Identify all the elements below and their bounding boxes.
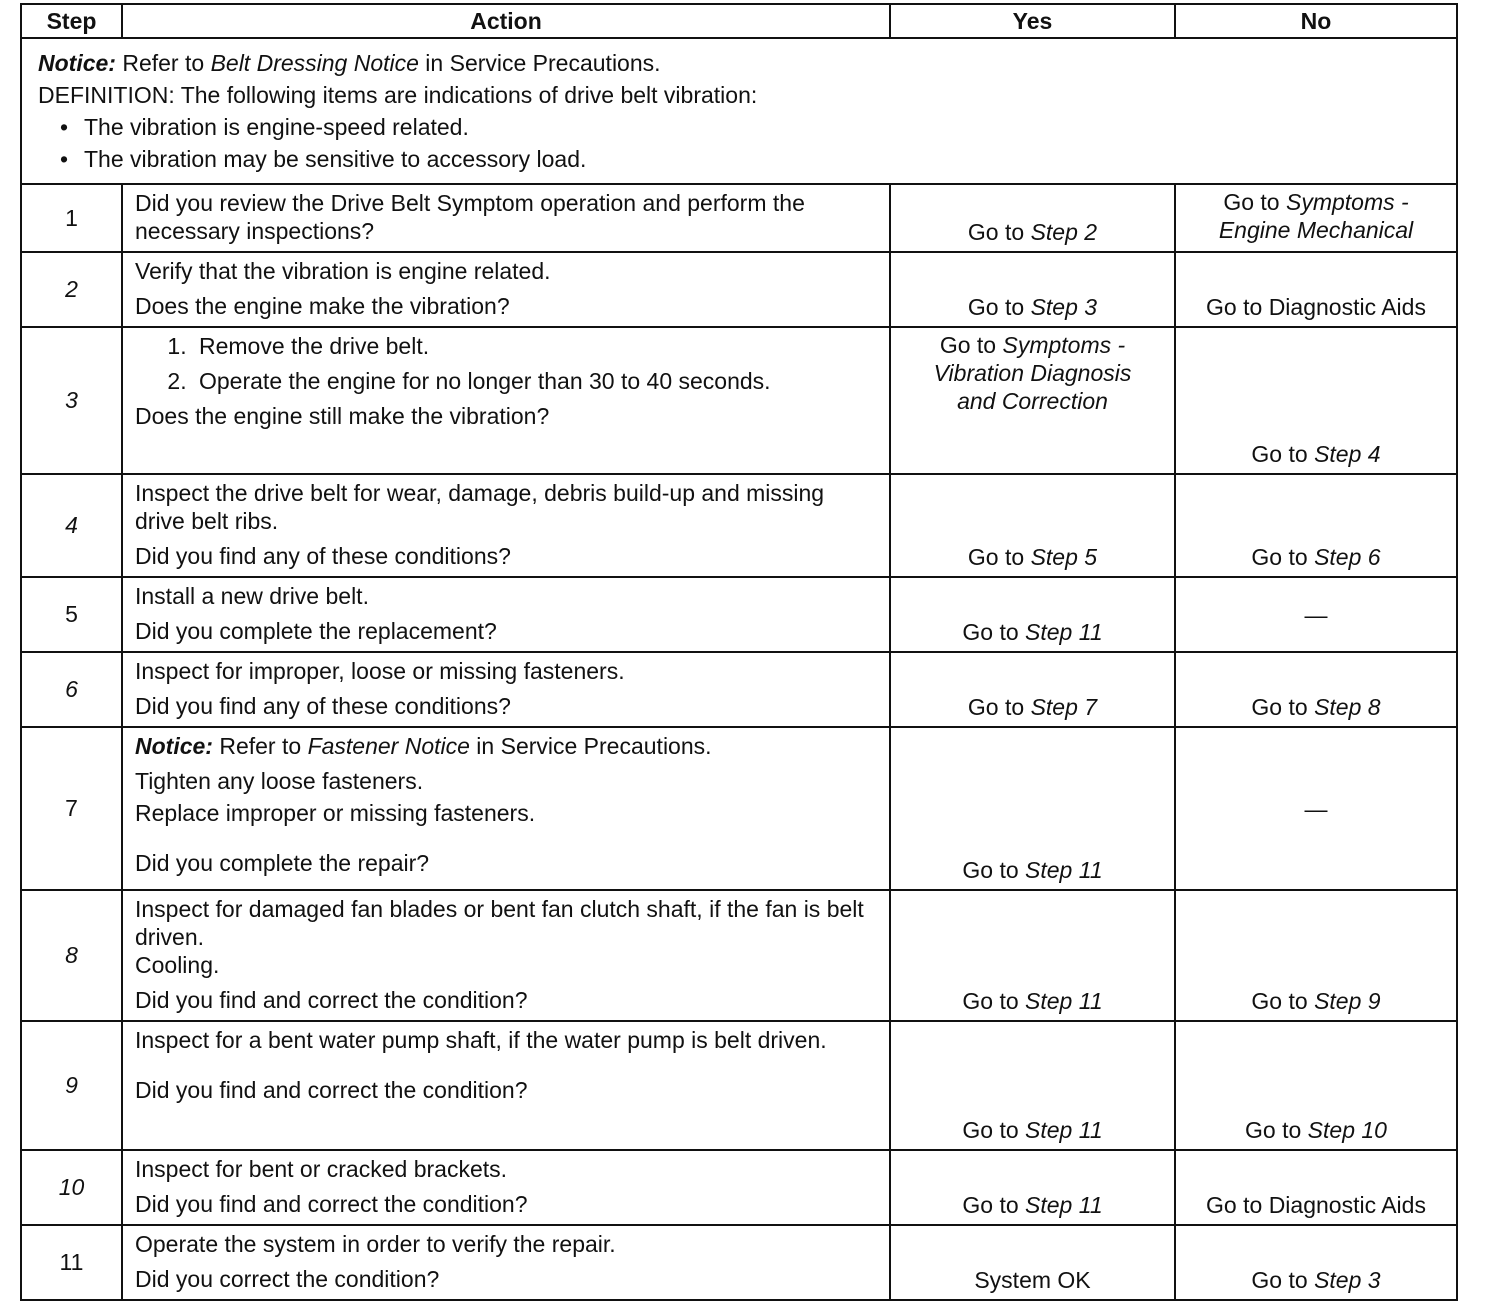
procedure-list [135, 332, 877, 395]
yes-cell [890, 327, 1175, 474]
table-row [21, 474, 1457, 577]
no-ref: Engine Mechanical [1218, 217, 1414, 243]
no-text: Go to [1251, 441, 1315, 467]
yes-step-ref: Step 11 [1025, 988, 1103, 1014]
no-text: Go to Diagnostic Aids [1206, 294, 1426, 320]
header-action: Action [122, 4, 890, 38]
yes-step-ref: Step 7 [1030, 694, 1098, 720]
step-number: 8 [21, 890, 122, 1021]
step-number: 3 [21, 327, 122, 474]
no-cell [1175, 577, 1457, 652]
definition-text: DEFINITION: The following items are indications of drive belt vibration: [38, 82, 758, 108]
table-row [21, 1225, 1457, 1300]
yes-cell [890, 727, 1175, 890]
no-dash: — [1304, 601, 1328, 628]
no-cell [1175, 652, 1457, 727]
yes-text: Go to [967, 544, 1031, 570]
step-number: 10 [21, 1150, 122, 1225]
no-step-ref: Step 10 [1307, 1117, 1387, 1143]
yes-step-ref: Step 11 [1025, 1192, 1103, 1218]
notice-line [135, 732, 877, 760]
yes-text: Go to [962, 619, 1026, 645]
yes-text: Go to [967, 219, 1031, 245]
procedure-item: 2. Operate the engine for no longer than 30 to 40 seconds. [193, 367, 877, 395]
no-cell [1175, 184, 1457, 252]
yes-cell [890, 577, 1175, 652]
yes-text: System OK [974, 1267, 1091, 1293]
yes-cell [890, 1021, 1175, 1150]
yes-text: Go to [962, 1192, 1026, 1218]
header-no: No [1175, 4, 1457, 38]
action-text: Operate the system in order to verify the repair. [135, 1231, 616, 1257]
action-question: Did you find and correct the condition? [135, 987, 528, 1013]
no-cell [1175, 327, 1457, 474]
procedure-item: 1. Remove the drive belt. [193, 332, 877, 360]
action-text: Did you review the Drive Belt Symptom operation and perform the necessary inspections? [135, 190, 805, 244]
definition-item: • The vibration may be sensitive to accessory load. [60, 143, 1440, 175]
no-step-ref: Step 9 [1314, 988, 1381, 1014]
yes-cell [890, 1150, 1175, 1225]
table-row [21, 1021, 1457, 1150]
action-question: Does the engine still make the vibration? [135, 403, 550, 429]
action-cell [122, 252, 890, 327]
action-text: Install a new drive belt. [135, 583, 369, 609]
no-step-ref: Step 4 [1314, 441, 1381, 467]
no-text: Go to [1223, 189, 1286, 215]
yes-text: Go to [962, 1117, 1026, 1143]
action-text: Replace improper or missing fasteners. [135, 800, 536, 826]
step-number: 9 [21, 1021, 122, 1150]
yes-cell [890, 184, 1175, 252]
action-cell [122, 577, 890, 652]
table-row [21, 890, 1457, 1021]
action-cell [122, 474, 890, 577]
action-question: Did you complete the replacement? [135, 618, 497, 644]
action-text: Inspect for improper, loose or missing fasteners. [135, 658, 625, 684]
table-row [21, 1150, 1457, 1225]
yes-text: Go to [967, 694, 1031, 720]
no-cell [1175, 1150, 1457, 1225]
action-text: Inspect the drive belt for wear, damage, debris build-up and missing drive belt ribs. [135, 480, 825, 534]
yes-step-ref: Step 11 [1025, 619, 1103, 645]
no-step-ref: Step 6 [1314, 544, 1381, 570]
header-step: Step [21, 4, 122, 38]
notice-line [38, 47, 1440, 79]
table-row [21, 252, 1457, 327]
action-question: Did you find any of these conditions? [135, 693, 511, 719]
yes-text: Go to [962, 988, 1026, 1014]
header-row [21, 4, 1457, 38]
table-row [21, 652, 1457, 727]
action-cell [122, 727, 890, 890]
action-question: Does the engine make the vibration? [135, 293, 510, 319]
no-text: Go to [1251, 544, 1315, 570]
yes-step-ref: Step 2 [1030, 219, 1098, 245]
no-ref: Symptoms - [1285, 189, 1409, 215]
table-row [21, 184, 1457, 252]
yes-step-ref: Step 11 [1025, 857, 1103, 883]
action-text: Verify that the vibration is engine related. [135, 258, 551, 284]
notice-post: in Service Precautions. [469, 733, 712, 759]
notice-pre: Refer to [212, 733, 308, 759]
action-question: Did you complete the repair? [135, 850, 430, 876]
notice-pre: Refer to [115, 50, 211, 76]
step-number: 4 [21, 474, 122, 577]
yes-ref: Symptoms - [1002, 332, 1126, 358]
no-cell [1175, 1225, 1457, 1300]
definition-item: • The vibration is engine-speed related. [60, 111, 1440, 143]
yes-cell [890, 1225, 1175, 1300]
no-cell [1175, 890, 1457, 1021]
no-dash: — [1304, 795, 1328, 822]
no-cell [1175, 252, 1457, 327]
notice-label: Notice: [135, 733, 213, 759]
no-cell [1175, 1021, 1457, 1150]
no-text: Go to [1251, 694, 1315, 720]
action-cell [122, 184, 890, 252]
yes-cell [890, 474, 1175, 577]
action-cell [122, 890, 890, 1021]
step-number: 7 [21, 727, 122, 890]
action-cell [122, 652, 890, 727]
yes-ref: Vibration Diagnosis [933, 360, 1132, 386]
table-row [21, 577, 1457, 652]
step-number: 1 [21, 184, 122, 252]
yes-step-ref: Step 3 [1030, 294, 1098, 320]
yes-text: Go to [967, 294, 1031, 320]
action-cell [122, 1021, 890, 1150]
no-text: Go to [1251, 1267, 1315, 1293]
step-number: 11 [21, 1225, 122, 1300]
no-text: Go to Diagnostic Aids [1206, 1192, 1426, 1218]
yes-cell [890, 252, 1175, 327]
no-text: Go to [1245, 1117, 1308, 1143]
table-row [21, 727, 1457, 890]
diagnostic-table [20, 3, 1458, 1301]
step-number: 6 [21, 652, 122, 727]
action-text: Cooling. [135, 952, 220, 978]
action-cell [122, 1150, 890, 1225]
notice-ref: Belt Dressing Notice [210, 50, 419, 76]
yes-text: Go to [962, 857, 1026, 883]
yes-step-ref: Step 11 [1025, 1117, 1103, 1143]
no-cell [1175, 727, 1457, 890]
action-text: Inspect for damaged fan blades or bent fan clutch shaft, if the fan is belt driven. [135, 896, 864, 950]
no-step-ref: Step 8 [1314, 694, 1381, 720]
notice-post: in Service Precautions. [418, 50, 661, 76]
action-question: Did you find and correct the condition? [135, 1191, 528, 1217]
no-text: Go to [1251, 988, 1315, 1014]
notice-ref: Fastener Notice [307, 733, 470, 759]
no-cell [1175, 474, 1457, 577]
notice-label: Notice: [38, 50, 116, 76]
definition-list [38, 111, 1440, 175]
notice-block [21, 38, 1457, 184]
action-cell [122, 327, 890, 474]
yes-cell [890, 652, 1175, 727]
step-number: 5 [21, 577, 122, 652]
header-yes: Yes [890, 4, 1175, 38]
yes-step-ref: Step 5 [1030, 544, 1098, 570]
action-question: Did you find and correct the condition? [135, 1077, 528, 1103]
yes-ref: and Correction [957, 388, 1108, 414]
no-step-ref: Step 3 [1314, 1267, 1381, 1293]
table-row [21, 327, 1457, 474]
action-text: Inspect for a bent water pump shaft, if the water pump is belt driven. [135, 1027, 827, 1053]
action-question: Did you find any of these conditions? [135, 543, 511, 569]
action-question: Did you correct the condition? [135, 1266, 440, 1292]
action-text: Tighten any loose fasteners. [135, 768, 424, 794]
notice-row [21, 38, 1457, 184]
yes-cell [890, 890, 1175, 1021]
action-cell [122, 1225, 890, 1300]
yes-text: Go to [939, 332, 1003, 358]
step-number: 2 [21, 252, 122, 327]
action-text: Inspect for bent or cracked brackets. [135, 1156, 508, 1182]
